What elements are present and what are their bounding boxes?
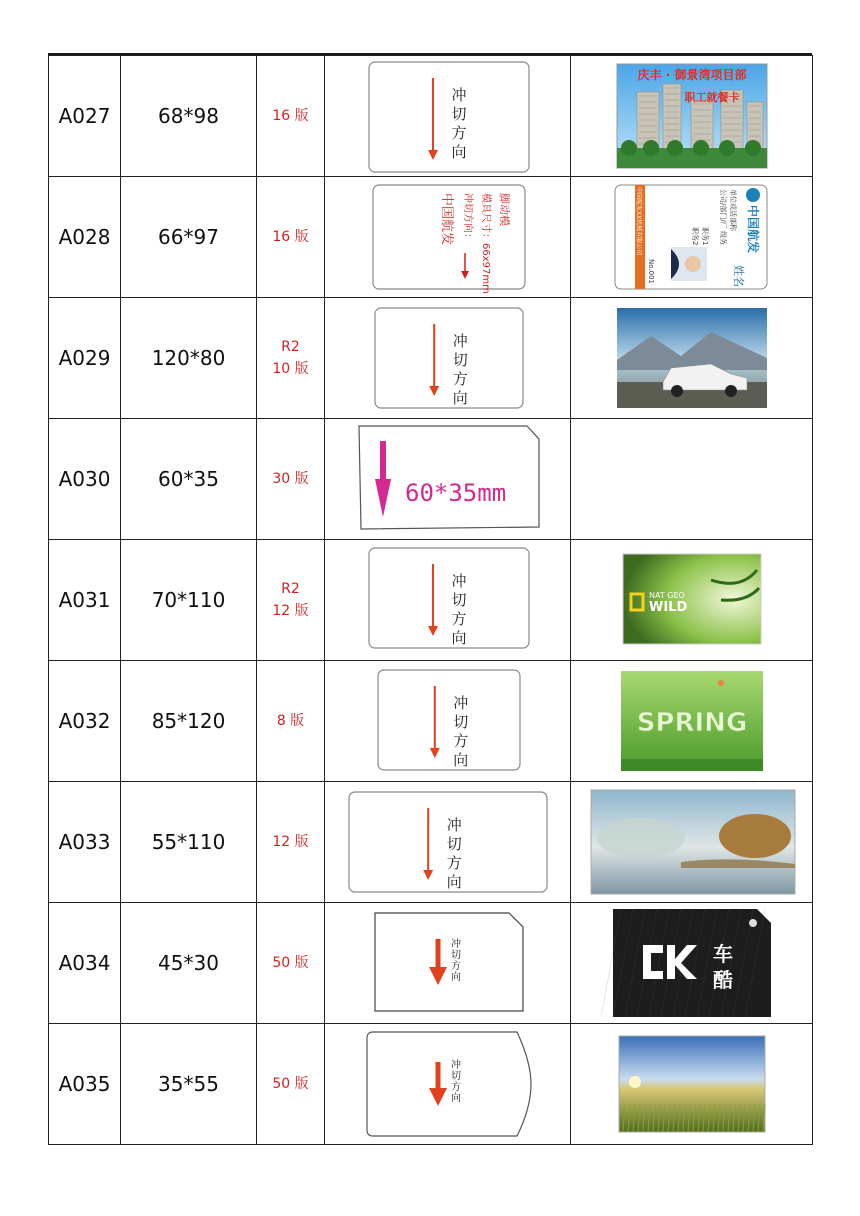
product-table	[48, 53, 812, 1145]
badge-line: 公司/部门/厂 级务	[719, 189, 727, 245]
die-cut-diagram	[325, 56, 571, 176]
brand-logo-icon	[746, 188, 760, 202]
tag-hole-icon	[749, 919, 757, 927]
die-cut-diagram-cell	[325, 903, 571, 1024]
card-size: 70*110	[121, 540, 257, 661]
sun-icon	[629, 1076, 641, 1088]
brand-char-2: 酷	[713, 968, 733, 992]
svg-text:冲切方向: 冲切方向	[446, 816, 462, 891]
badge-name: 姓名	[732, 265, 745, 287]
sample-image-cell	[571, 419, 813, 540]
sample-image-cell	[571, 782, 813, 903]
badge-line: 职务1	[701, 227, 709, 246]
sample-image	[571, 419, 813, 539]
plate-count-line: 10 版	[272, 361, 309, 377]
sample-image	[571, 661, 813, 781]
plate-count-line: 50 版	[272, 955, 309, 971]
die-cut-diagram-cell	[325, 419, 571, 540]
sample-image	[571, 782, 813, 902]
sample-image	[571, 56, 813, 176]
plate-count	[257, 661, 325, 782]
table-row	[49, 540, 813, 661]
tag-background	[613, 909, 771, 1017]
plate-count	[257, 298, 325, 419]
card-size: 68*98	[121, 56, 257, 177]
card-size: 35*55	[121, 1024, 257, 1145]
svg-text:冲切方向: 冲切方向	[451, 939, 461, 983]
svg-text:冲切方向: 冲切方向	[451, 86, 467, 161]
tree-icon	[693, 140, 709, 156]
sample-image-cell	[571, 661, 813, 782]
card-size: 85*120	[121, 661, 257, 782]
die-outline	[369, 62, 529, 172]
plate-count-line: R2	[281, 339, 300, 355]
die-note-line: 中国航发	[439, 193, 454, 246]
plate-count-line: 8 版	[276, 713, 305, 729]
die-cut-diagram	[325, 177, 571, 297]
card-size: 66*97	[121, 177, 257, 298]
sample-image	[571, 903, 813, 1023]
plate-count-line: 12 版	[272, 603, 309, 619]
table-row	[49, 298, 813, 419]
table-row	[49, 177, 813, 298]
brand-char-1: 车	[713, 942, 733, 966]
cut-direction-label	[451, 86, 466, 161]
die-cut-diagram	[325, 1024, 571, 1144]
plate-count	[257, 419, 325, 540]
die-cut-diagram-cell	[325, 782, 571, 903]
product-code: A029	[49, 298, 121, 419]
die-cut-diagram	[325, 903, 571, 1023]
cut-direction-label	[451, 572, 466, 647]
sample-image-cell	[571, 1024, 813, 1145]
tree-icon	[621, 140, 637, 156]
badge-line: 职务2	[691, 227, 699, 246]
sample-image-cell	[571, 298, 813, 419]
die-note-line: 脚动模	[498, 193, 511, 226]
die-note-line: 冲切方向：	[462, 193, 473, 243]
card-size: 45*30	[121, 903, 257, 1024]
cut-direction-label	[453, 332, 468, 407]
table-row	[49, 56, 813, 177]
tree-icon	[719, 140, 735, 156]
plate-count-line: 16 版	[272, 108, 309, 124]
die-cut-diagram-cell	[325, 540, 571, 661]
die-cut-diagram	[325, 540, 571, 660]
die-cut-diagram-cell	[325, 56, 571, 177]
tree-icon	[745, 140, 761, 156]
die-cut-diagram	[325, 782, 571, 902]
logo-line-2: WILD	[649, 600, 688, 615]
sample-image-cell	[571, 540, 813, 661]
svg-text:冲切方向: 冲切方向	[451, 572, 467, 647]
plate-count-line: 50 版	[272, 1076, 309, 1092]
spring-title: SPRING	[636, 708, 748, 738]
die-cut-diagram	[325, 298, 571, 418]
sample-image	[571, 177, 813, 297]
plate-count-line: 16 版	[272, 229, 309, 245]
sample-image-cell	[571, 903, 813, 1024]
card-size: 55*110	[121, 782, 257, 903]
plate-count	[257, 903, 325, 1024]
badge-footer: 中国航发XX机械有限公司	[635, 187, 642, 256]
mist-trees	[597, 818, 685, 858]
tree-icon	[667, 140, 683, 156]
die-outline	[375, 913, 523, 1011]
die-outline	[378, 670, 520, 770]
die-cut-diagram-cell	[325, 661, 571, 782]
svg-text:冲切方向: 冲切方向	[452, 332, 468, 407]
sample-image-cell	[571, 177, 813, 298]
die-size-label: 60*35mm	[405, 479, 507, 507]
plate-count	[257, 177, 325, 298]
badge-line: 单位或活部称	[729, 189, 737, 231]
card-subtitle: 职工就餐卡	[684, 91, 740, 104]
table-body	[49, 56, 813, 1145]
die-outline	[369, 548, 529, 648]
plate-count-line: 30 版	[272, 471, 309, 487]
sample-image	[571, 540, 813, 660]
die-cut-diagram-cell	[325, 177, 571, 298]
badge-brand: 中国航发	[746, 205, 760, 254]
plate-count	[257, 782, 325, 903]
die-cut-diagram-cell	[325, 298, 571, 419]
tree-icon	[643, 140, 659, 156]
sample-image-cell	[571, 56, 813, 177]
table-row	[49, 1024, 813, 1145]
cut-direction-label	[451, 937, 461, 983]
person-photo	[671, 247, 707, 281]
die-outline	[375, 308, 523, 408]
butterfly-icon	[718, 680, 724, 686]
card-size: 120*80	[121, 298, 257, 419]
plate-count-line: R2	[281, 581, 300, 597]
table-row	[49, 661, 813, 782]
product-code: A034	[49, 903, 121, 1024]
logo-line-1: NAT GEO	[649, 591, 685, 600]
sample-image	[571, 1024, 813, 1144]
table-row	[49, 782, 813, 903]
card-size: 60*35	[121, 419, 257, 540]
cut-direction-label	[447, 816, 462, 891]
card-title: 庆丰 · 御景湾项目部	[637, 68, 747, 82]
product-code: A035	[49, 1024, 121, 1145]
autumn-tree-icon	[719, 814, 791, 858]
product-code: A031	[49, 540, 121, 661]
product-code: A032	[49, 661, 121, 782]
table-row	[49, 419, 813, 540]
svg-text:冲切方向: 冲切方向	[453, 694, 469, 769]
plate-count	[257, 56, 325, 177]
sample-image	[571, 298, 813, 418]
plate-count	[257, 540, 325, 661]
plate-count-line: 12 版	[272, 834, 309, 850]
product-code: A033	[49, 782, 121, 903]
badge-number: No.001	[647, 259, 655, 284]
photo-background	[619, 1036, 765, 1132]
die-cut-diagram	[325, 661, 571, 781]
cut-direction-label	[453, 694, 468, 769]
die-cut-diagram	[325, 419, 571, 539]
cut-direction-label	[451, 1058, 461, 1104]
plate-count	[257, 1024, 325, 1145]
product-code: A027	[49, 56, 121, 177]
die-cut-diagram-cell	[325, 1024, 571, 1145]
die-note-line: 模具尺寸：66x97mm	[480, 193, 491, 294]
svg-text:冲切方向: 冲切方向	[451, 1060, 461, 1104]
product-code: A030	[49, 419, 121, 540]
table-row	[49, 903, 813, 1024]
die-outline	[367, 1032, 531, 1136]
product-code: A028	[49, 177, 121, 298]
